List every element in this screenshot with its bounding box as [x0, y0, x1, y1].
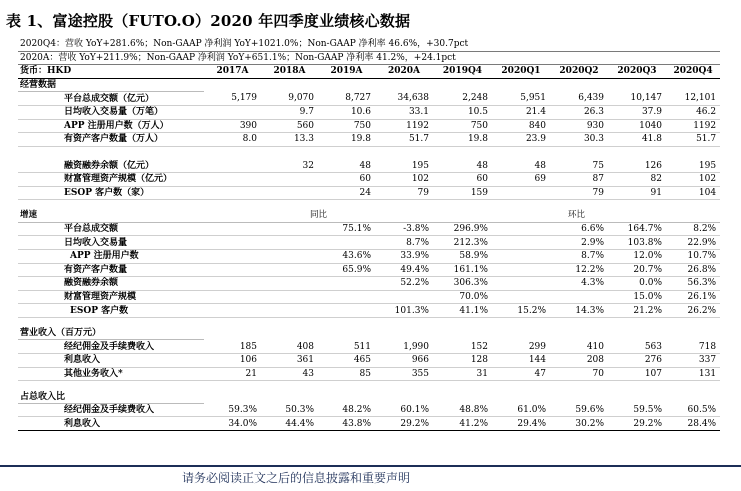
row-value: [492, 186, 550, 200]
row-value: 30.3: [550, 133, 608, 147]
row-value: 41.1%: [433, 304, 492, 318]
section-header: [18, 78, 720, 92]
row-value: 26.1%: [666, 290, 720, 304]
row-value: 41.8: [608, 133, 666, 147]
row-value: 410: [550, 340, 608, 354]
row-value: [204, 304, 261, 318]
row-value: 91: [608, 186, 666, 200]
row-value: [318, 146, 375, 159]
row-label: APP 注册用户数: [18, 249, 204, 263]
row-value: 59.6%: [550, 403, 608, 417]
row-value: 390: [204, 119, 261, 133]
row-value: 159: [433, 186, 492, 200]
summary-text: 2020A：营收 YoY+211.9%；Non-GAAP 净利润 YoY+651.1%；Non-GAAP 净利率 41.2%，+24.1pct: [18, 51, 720, 65]
row-value: 128: [433, 354, 492, 368]
row-value: 21.2%: [608, 304, 666, 318]
row-value: 41.2%: [433, 417, 492, 431]
row-value: 15.2%: [492, 304, 550, 318]
row-value: 21: [204, 367, 261, 381]
row-value: 29.2%: [375, 417, 433, 431]
row-value: 131: [666, 367, 720, 381]
row-value: [318, 236, 375, 250]
row-value: 60: [433, 172, 492, 186]
row-value: 59.3%: [204, 403, 261, 417]
summary-row: [18, 51, 720, 65]
row-value: 29.2%: [608, 417, 666, 431]
row-value: 5,179: [204, 92, 261, 106]
row-value: 70.0%: [433, 290, 492, 304]
row-value: 10.6: [318, 105, 375, 119]
row-label: 融资融券余额: [18, 277, 204, 291]
row-value: 19.8: [433, 133, 492, 147]
row-value: 75: [550, 159, 608, 172]
column-header: 2020Q4: [666, 65, 720, 79]
table-row: [18, 186, 720, 200]
row-value: 28.4%: [666, 417, 720, 431]
row-value: 511: [318, 340, 375, 354]
row-value: 34,638: [375, 92, 433, 106]
row-value: 43: [261, 367, 318, 381]
row-value: 79: [550, 186, 608, 200]
row-value: [204, 159, 261, 172]
row-value: 107: [608, 367, 666, 381]
row-value: [492, 249, 550, 263]
row-value: 24: [318, 186, 375, 200]
row-value: [204, 222, 261, 236]
row-label: [18, 146, 204, 159]
row-value: [492, 277, 550, 291]
row-label: 日均收入交易量: [18, 236, 204, 250]
row-value: 563: [608, 340, 666, 354]
table-row: [18, 222, 720, 236]
column-header: 2019A: [318, 65, 375, 79]
row-label: 融资融券余额（亿元）: [18, 159, 204, 172]
row-value: 1,990: [375, 340, 433, 354]
row-value: 34.0%: [204, 417, 261, 431]
spacer-row: [18, 200, 720, 210]
row-value: 19.8: [318, 133, 375, 147]
row-label: 其他业务收入*: [18, 367, 204, 381]
row-value: 750: [318, 119, 375, 133]
table-row: [18, 304, 720, 318]
row-value: 14.3%: [550, 304, 608, 318]
summary-row: [18, 38, 720, 51]
row-value: 31: [433, 367, 492, 381]
row-value: 60.5%: [666, 403, 720, 417]
row-value: [261, 290, 318, 304]
qoq-label: 环比: [433, 209, 720, 222]
disclaimer-footer: 请务必阅读正文之后的信息披露和重要声明: [182, 471, 411, 485]
row-value: 12.2%: [550, 263, 608, 277]
row-value: [375, 146, 433, 159]
row-value: 8.0: [204, 133, 261, 147]
row-value: 104: [666, 186, 720, 200]
row-value: 8.2%: [666, 222, 720, 236]
table-row: [18, 119, 720, 133]
section-title: 占总收入比: [18, 390, 204, 403]
row-value: 26.3: [550, 105, 608, 119]
row-value: 43.6%: [318, 249, 375, 263]
row-label: 平台总成交额（亿元）: [18, 92, 204, 106]
row-value: 6,439: [550, 92, 608, 106]
column-header: 2020Q1: [492, 65, 550, 79]
row-label: 经纪佣金及手续费收入: [18, 403, 204, 417]
row-value: 37.9: [608, 105, 666, 119]
table-row: [18, 367, 720, 381]
row-label: 利息收入: [18, 354, 204, 368]
table-row: [18, 403, 720, 417]
row-value: 13.3: [261, 133, 318, 147]
row-value: [261, 222, 318, 236]
header-row: [18, 65, 720, 79]
row-value: 195: [375, 159, 433, 172]
row-value: 106: [204, 354, 261, 368]
row-value: 10.5: [433, 105, 492, 119]
row-label: APP 注册用户数（万人）: [18, 119, 204, 133]
row-value: 60: [318, 172, 375, 186]
section-title: 营业收入（百万元）: [18, 327, 204, 340]
currency-label: 货币：HKD: [18, 65, 204, 79]
row-value: 69: [492, 172, 550, 186]
table-row: [18, 277, 720, 291]
row-value: 33.9%: [375, 249, 433, 263]
table-title: 表 1、富途控股（FUTO.O）2020 年四季度业绩核心数据: [6, 12, 411, 30]
row-value: 8.7%: [375, 236, 433, 250]
row-value: 306.3%: [433, 277, 492, 291]
row-value: 1040: [608, 119, 666, 133]
row-label: 经纪佣金及手续费收入: [18, 340, 204, 354]
row-value: 299: [492, 340, 550, 354]
table-row: [18, 105, 720, 119]
row-value: 21.4: [492, 105, 550, 119]
section-header: [18, 209, 720, 222]
row-value: 26.2%: [666, 304, 720, 318]
row-value: 966: [375, 354, 433, 368]
row-label: 利息收入: [18, 417, 204, 431]
row-value: 10.7%: [666, 249, 720, 263]
row-value: 61.0%: [492, 403, 550, 417]
row-value: [318, 290, 375, 304]
table-row: [18, 290, 720, 304]
row-value: 75.1%: [318, 222, 375, 236]
row-value: [261, 249, 318, 263]
row-value: 56.3%: [666, 277, 720, 291]
row-value: [204, 146, 261, 159]
table-row: [18, 146, 720, 159]
table-row: [18, 249, 720, 263]
row-value: 52.2%: [375, 277, 433, 291]
row-label: 有资产客户数量（万人）: [18, 133, 204, 147]
row-value: 50.3%: [261, 403, 318, 417]
row-value: [204, 277, 261, 291]
row-value: 58.9%: [433, 249, 492, 263]
row-value: 12,101: [666, 92, 720, 106]
row-value: 85: [318, 367, 375, 381]
row-value: 0.0%: [608, 277, 666, 291]
row-value: [492, 146, 550, 159]
row-value: [204, 249, 261, 263]
row-value: 33.1: [375, 105, 433, 119]
row-label: 财富管理资产规模（亿元）: [18, 172, 204, 186]
row-value: 48.2%: [318, 403, 375, 417]
row-value: 1192: [375, 119, 433, 133]
yoy-label: 同比: [204, 209, 433, 222]
column-header: 2020Q2: [550, 65, 608, 79]
row-value: 8,727: [318, 92, 375, 106]
row-value: 361: [261, 354, 318, 368]
core-data-table: [18, 38, 720, 431]
row-value: 2.9%: [550, 236, 608, 250]
row-value: 212.3%: [433, 236, 492, 250]
row-value: [608, 146, 666, 159]
row-value: -3.8%: [375, 222, 433, 236]
row-value: 51.7: [666, 133, 720, 147]
summary-text: 2020Q4：营收 YoY+281.6%；Non-GAAP 净利润 YoY+1021.0%；Non-GAAP 净利率 46.6%，+30.7pct: [18, 38, 720, 51]
row-label: 有资产客户数量: [18, 263, 204, 277]
row-value: 43.8%: [318, 417, 375, 431]
row-value: 12.0%: [608, 249, 666, 263]
row-label: 财富管理资产规模: [18, 290, 204, 304]
row-value: 2,248: [433, 92, 492, 106]
row-value: 15.0%: [608, 290, 666, 304]
row-value: 65.9%: [318, 263, 375, 277]
row-value: [433, 146, 492, 159]
row-value: 5,951: [492, 92, 550, 106]
row-value: [261, 172, 318, 186]
row-label: 平台总成交额: [18, 222, 204, 236]
row-value: [261, 146, 318, 159]
row-value: 87: [550, 172, 608, 186]
row-value: [318, 277, 375, 291]
row-value: 208: [550, 354, 608, 368]
row-value: 6.6%: [550, 222, 608, 236]
row-value: 296.9%: [433, 222, 492, 236]
row-value: [492, 290, 550, 304]
table-row: [18, 354, 720, 368]
spacer-row: [18, 317, 720, 327]
row-value: 48.8%: [433, 403, 492, 417]
row-label: ESOP 客户数: [18, 304, 204, 318]
table-row: [18, 340, 720, 354]
row-value: 51.7: [375, 133, 433, 147]
table-row: [18, 133, 720, 147]
table-row: [18, 236, 720, 250]
row-value: 59.5%: [608, 403, 666, 417]
column-header: 2020Q3: [608, 65, 666, 79]
row-value: 48: [492, 159, 550, 172]
row-value: 560: [261, 119, 318, 133]
row-value: [492, 236, 550, 250]
row-value: 750: [433, 119, 492, 133]
row-value: 185: [204, 340, 261, 354]
row-value: 101.3%: [375, 304, 433, 318]
row-value: [261, 186, 318, 200]
row-value: 126: [608, 159, 666, 172]
row-value: 103.8%: [608, 236, 666, 250]
row-value: 355: [375, 367, 433, 381]
row-value: 49.4%: [375, 263, 433, 277]
row-value: [318, 304, 375, 318]
row-label: 日均收入交易量（万笔）: [18, 105, 204, 119]
row-value: 164.7%: [608, 222, 666, 236]
section-header: [18, 390, 720, 403]
column-header: 2017A: [204, 65, 261, 79]
row-value: 8.7%: [550, 249, 608, 263]
row-value: 29.4%: [492, 417, 550, 431]
row-value: [204, 105, 261, 119]
row-value: 9.7: [261, 105, 318, 119]
row-value: 152: [433, 340, 492, 354]
row-value: [261, 277, 318, 291]
row-value: 840: [492, 119, 550, 133]
row-value: [492, 222, 550, 236]
row-value: 4.3%: [550, 277, 608, 291]
table-row: [18, 159, 720, 172]
row-value: 20.7%: [608, 263, 666, 277]
row-value: 102: [666, 172, 720, 186]
row-value: 26.8%: [666, 263, 720, 277]
row-value: 47: [492, 367, 550, 381]
row-value: 408: [261, 340, 318, 354]
row-value: 9,070: [261, 92, 318, 106]
row-value: [204, 172, 261, 186]
row-value: 465: [318, 354, 375, 368]
table-row: [18, 263, 720, 277]
row-value: [204, 186, 261, 200]
row-value: 102: [375, 172, 433, 186]
row-value: 930: [550, 119, 608, 133]
row-value: 1192: [666, 119, 720, 133]
table-row: [18, 417, 720, 431]
row-value: [204, 263, 261, 277]
row-value: [261, 263, 318, 277]
row-value: 48: [433, 159, 492, 172]
section-header: [18, 327, 720, 340]
row-label: ESOP 客户数（家）: [18, 186, 204, 200]
row-value: [375, 290, 433, 304]
row-value: [550, 146, 608, 159]
section-title: 经营数据: [18, 78, 204, 92]
row-value: [204, 290, 261, 304]
row-value: [666, 146, 720, 159]
row-value: [550, 290, 608, 304]
row-value: 82: [608, 172, 666, 186]
row-value: 79: [375, 186, 433, 200]
column-header: 2018A: [261, 65, 318, 79]
section-title: 增速: [18, 209, 204, 222]
row-value: 70: [550, 367, 608, 381]
row-value: 10,147: [608, 92, 666, 106]
spacer-row: [18, 381, 720, 391]
table-row: [18, 172, 720, 186]
row-value: [492, 263, 550, 277]
row-value: 195: [666, 159, 720, 172]
column-header: 2020A: [375, 65, 433, 79]
row-value: 718: [666, 340, 720, 354]
row-value: 337: [666, 354, 720, 368]
row-value: 30.2%: [550, 417, 608, 431]
row-value: 44.4%: [261, 417, 318, 431]
row-value: 161.1%: [433, 263, 492, 277]
row-value: 60.1%: [375, 403, 433, 417]
row-value: 22.9%: [666, 236, 720, 250]
row-value: [261, 304, 318, 318]
row-value: 46.2: [666, 105, 720, 119]
table-row: [18, 92, 720, 106]
column-header: 2019Q4: [433, 65, 492, 79]
row-value: 48: [318, 159, 375, 172]
row-value: 32: [261, 159, 318, 172]
row-value: 276: [608, 354, 666, 368]
footer-rule: [0, 465, 741, 467]
row-value: [204, 236, 261, 250]
row-value: [261, 236, 318, 250]
row-value: 23.9: [492, 133, 550, 147]
row-value: 144: [492, 354, 550, 368]
